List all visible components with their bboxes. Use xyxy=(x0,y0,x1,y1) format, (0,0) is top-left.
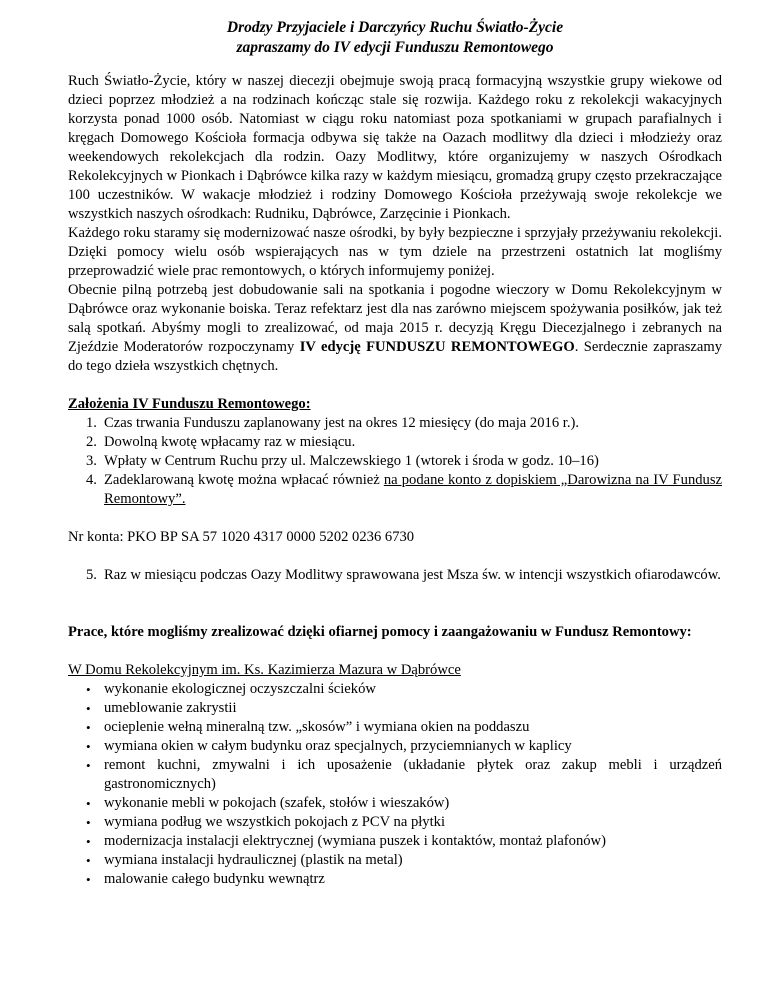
list-item xyxy=(68,471,722,509)
list-item xyxy=(68,414,722,433)
list-item-text: ocieplenie wełną mineralną tzw. „skosów” i wymiana okien na poddaszu xyxy=(104,719,530,735)
list-number: 3. xyxy=(86,453,97,469)
list-item xyxy=(68,737,722,756)
bullet-icon: • xyxy=(86,872,91,887)
assumptions-list-continued xyxy=(68,566,722,585)
list-item-text: wymiana okien w całym budynku oraz specjalnych, przyciemnianych w kaplicy xyxy=(104,738,572,754)
intro-p3-text: Obecnie pilną potrzebą jest dobudowanie sali na spotkania i pogodne wieczory w Domu Rekolekcyjnym w Dąbrówce oraz wykonanie boiska. Teraz refektarz jest dla nas zarówno miejscem spożywania posiłków, jak też salą spotkań. Abyśmy mogli to zrealizować, od maja 2015 r. decyzją Kręgu Diecezjalnego i zebranych na Zjeździe Moderatorów rozpoczynamy xyxy=(68,282,722,355)
list-item xyxy=(68,832,722,851)
intro-paragraph-2: Każdego roku staramy się modernizować nasze ośrodki, by były bezpieczne i sprzyjały przeżywaniu rekolekcji. Dzięki pomocy wielu osób wspierających nas w tym dziele na przestrzeni ostatnich lat mogliśmy przeprowadzić wiele prac remontowych, o których informujemy poniżej. xyxy=(68,225,722,279)
list-item xyxy=(68,680,722,699)
assumptions-list xyxy=(68,414,722,509)
list-item-text: Zadeklarowaną kwotę można wpłacać również xyxy=(104,472,384,488)
title-line-1: Drodzy Przyjaciele i Darczyńcy Ruchu Światło-Życie xyxy=(226,19,564,36)
bank-account-number: Nr konta: PKO BP SA 57 1020 4317 0000 5202 0236 6730 xyxy=(68,529,415,545)
document-title xyxy=(68,18,722,58)
list-item xyxy=(68,433,722,452)
list-item-text: remont kuchni, zmywalni i ich uposażenie (układanie płytek oraz zakup mebli i urządzeń gastronomicznych) xyxy=(104,757,722,792)
list-item-text: Czas trwania Funduszu zaplanowany jest na okres 12 miesięcy (do maja 2016 r.). xyxy=(104,415,579,431)
bullet-icon: • xyxy=(86,739,91,754)
works-heading: Prace, które mogliśmy zrealizować dzięki ofiarnej pomocy i zaangażowaniu w Fundusz Remontowy: xyxy=(68,624,692,640)
bullet-icon: • xyxy=(86,682,91,697)
list-item xyxy=(68,566,722,585)
list-item-text: modernizacja instalacji elektrycznej (wymiana puszek i kontaktów, montaż plafonów) xyxy=(104,833,606,849)
list-number: 2. xyxy=(86,434,97,450)
bullet-icon: • xyxy=(86,815,91,830)
bullet-icon: • xyxy=(86,701,91,716)
bullet-icon: • xyxy=(86,853,91,868)
list-item-text: Raz w miesiącu podczas Oazy Modlitwy sprawowana jest Msza św. w intencji wszystkich ofiarodawców. xyxy=(104,567,721,583)
list-item xyxy=(68,794,722,813)
intro-p3-end: . Serdecznie zapraszamy do tego dzieła wszystkich chętnych. xyxy=(68,339,722,374)
list-item-text: umeblowanie zakrystii xyxy=(104,700,237,716)
list-item xyxy=(68,452,722,471)
dabrowka-house-heading: W Domu Rekolekcyjnym im. Ks. Kazimierza Mazura w Dąbrówce xyxy=(68,662,461,678)
list-number: 1. xyxy=(86,415,97,431)
list-item-text: wymiana instalacji hydraulicznej (plastik na metal) xyxy=(104,852,403,868)
list-item-text: malowanie całego budynku wewnątrz xyxy=(104,871,325,887)
list-item-text: Wpłaty w Centrum Ruchu przy ul. Malczewskiego 1 (wtorek i środa w godz. 10–16) xyxy=(104,453,599,469)
intro-paragraph-3 xyxy=(68,281,722,376)
bullet-icon: • xyxy=(86,720,91,735)
bullet-icon: • xyxy=(86,758,91,773)
list-item-text: Dowolną kwotę wpłacamy raz w miesiącu. xyxy=(104,434,356,450)
list-item-text: wykonanie mebli w pokojach (szafek, stołów i wieszaków) xyxy=(104,795,450,811)
assumptions-heading: Założenia IV Funduszu Remontowego: xyxy=(68,396,311,412)
bullet-icon: • xyxy=(86,796,91,811)
list-item-text: wymiana podług we wszystkich pokojach z PCV na płytki xyxy=(104,814,446,830)
list-number: 5. xyxy=(86,567,97,583)
list-item xyxy=(68,870,722,889)
list-item xyxy=(68,851,722,870)
list-item xyxy=(68,756,722,794)
works-list xyxy=(68,680,722,889)
list-item xyxy=(68,813,722,832)
list-item xyxy=(68,718,722,737)
list-item-text: wykonanie ekologicznej oczyszczalni ścieków xyxy=(104,681,376,697)
title-line-2: zapraszamy do IV edycji Funduszu Remontowego xyxy=(236,39,554,56)
intro-paragraph-1: Ruch Światło-Życie, który w naszej diecezji obejmuje swoją pracą formacyjną wszystkie grupy wiekowe od dzieci poprzez młodzież a na rodzinach kończąc stale się rozwija. Każdego roku z rekolekcji wakacyjnych korzysta ponad 1000 osób. Natomiast w ciągu roku natomiast poza spotkaniami w grupach parafialnych i kręgach Domowego Kościoła formacja odbywa się także na Oazach modlitwy dla dzieci i młodzieży oraz weekendowych rekolekcjach dla rodzin. Oazy Modlitwy, które organizujemy w naszych Ośrodkach Rekolekcyjnych w Pionkach i Dąbrówce kilka razy w każdym miesiącu, gromadzą grupy często przekraczające 100 uczestników. W wakacje młodzież i rodziny Domowego Kościoła przeżywają swoje rekolekcje we wszystkich naszych ośrodkach: Rudniku, Dąbrówce, Zarzęcinie i Pionkach. xyxy=(68,73,722,222)
fund-name-bold: IV edycję FUNDUSZU REMONTOWEGO xyxy=(299,339,575,355)
donation-note: na podane konto z dopiskiem „Darowizna na IV Fundusz Remontowy”. xyxy=(104,472,722,507)
bullet-icon: • xyxy=(86,834,91,849)
list-number: 4. xyxy=(86,472,97,488)
list-item xyxy=(68,699,722,718)
